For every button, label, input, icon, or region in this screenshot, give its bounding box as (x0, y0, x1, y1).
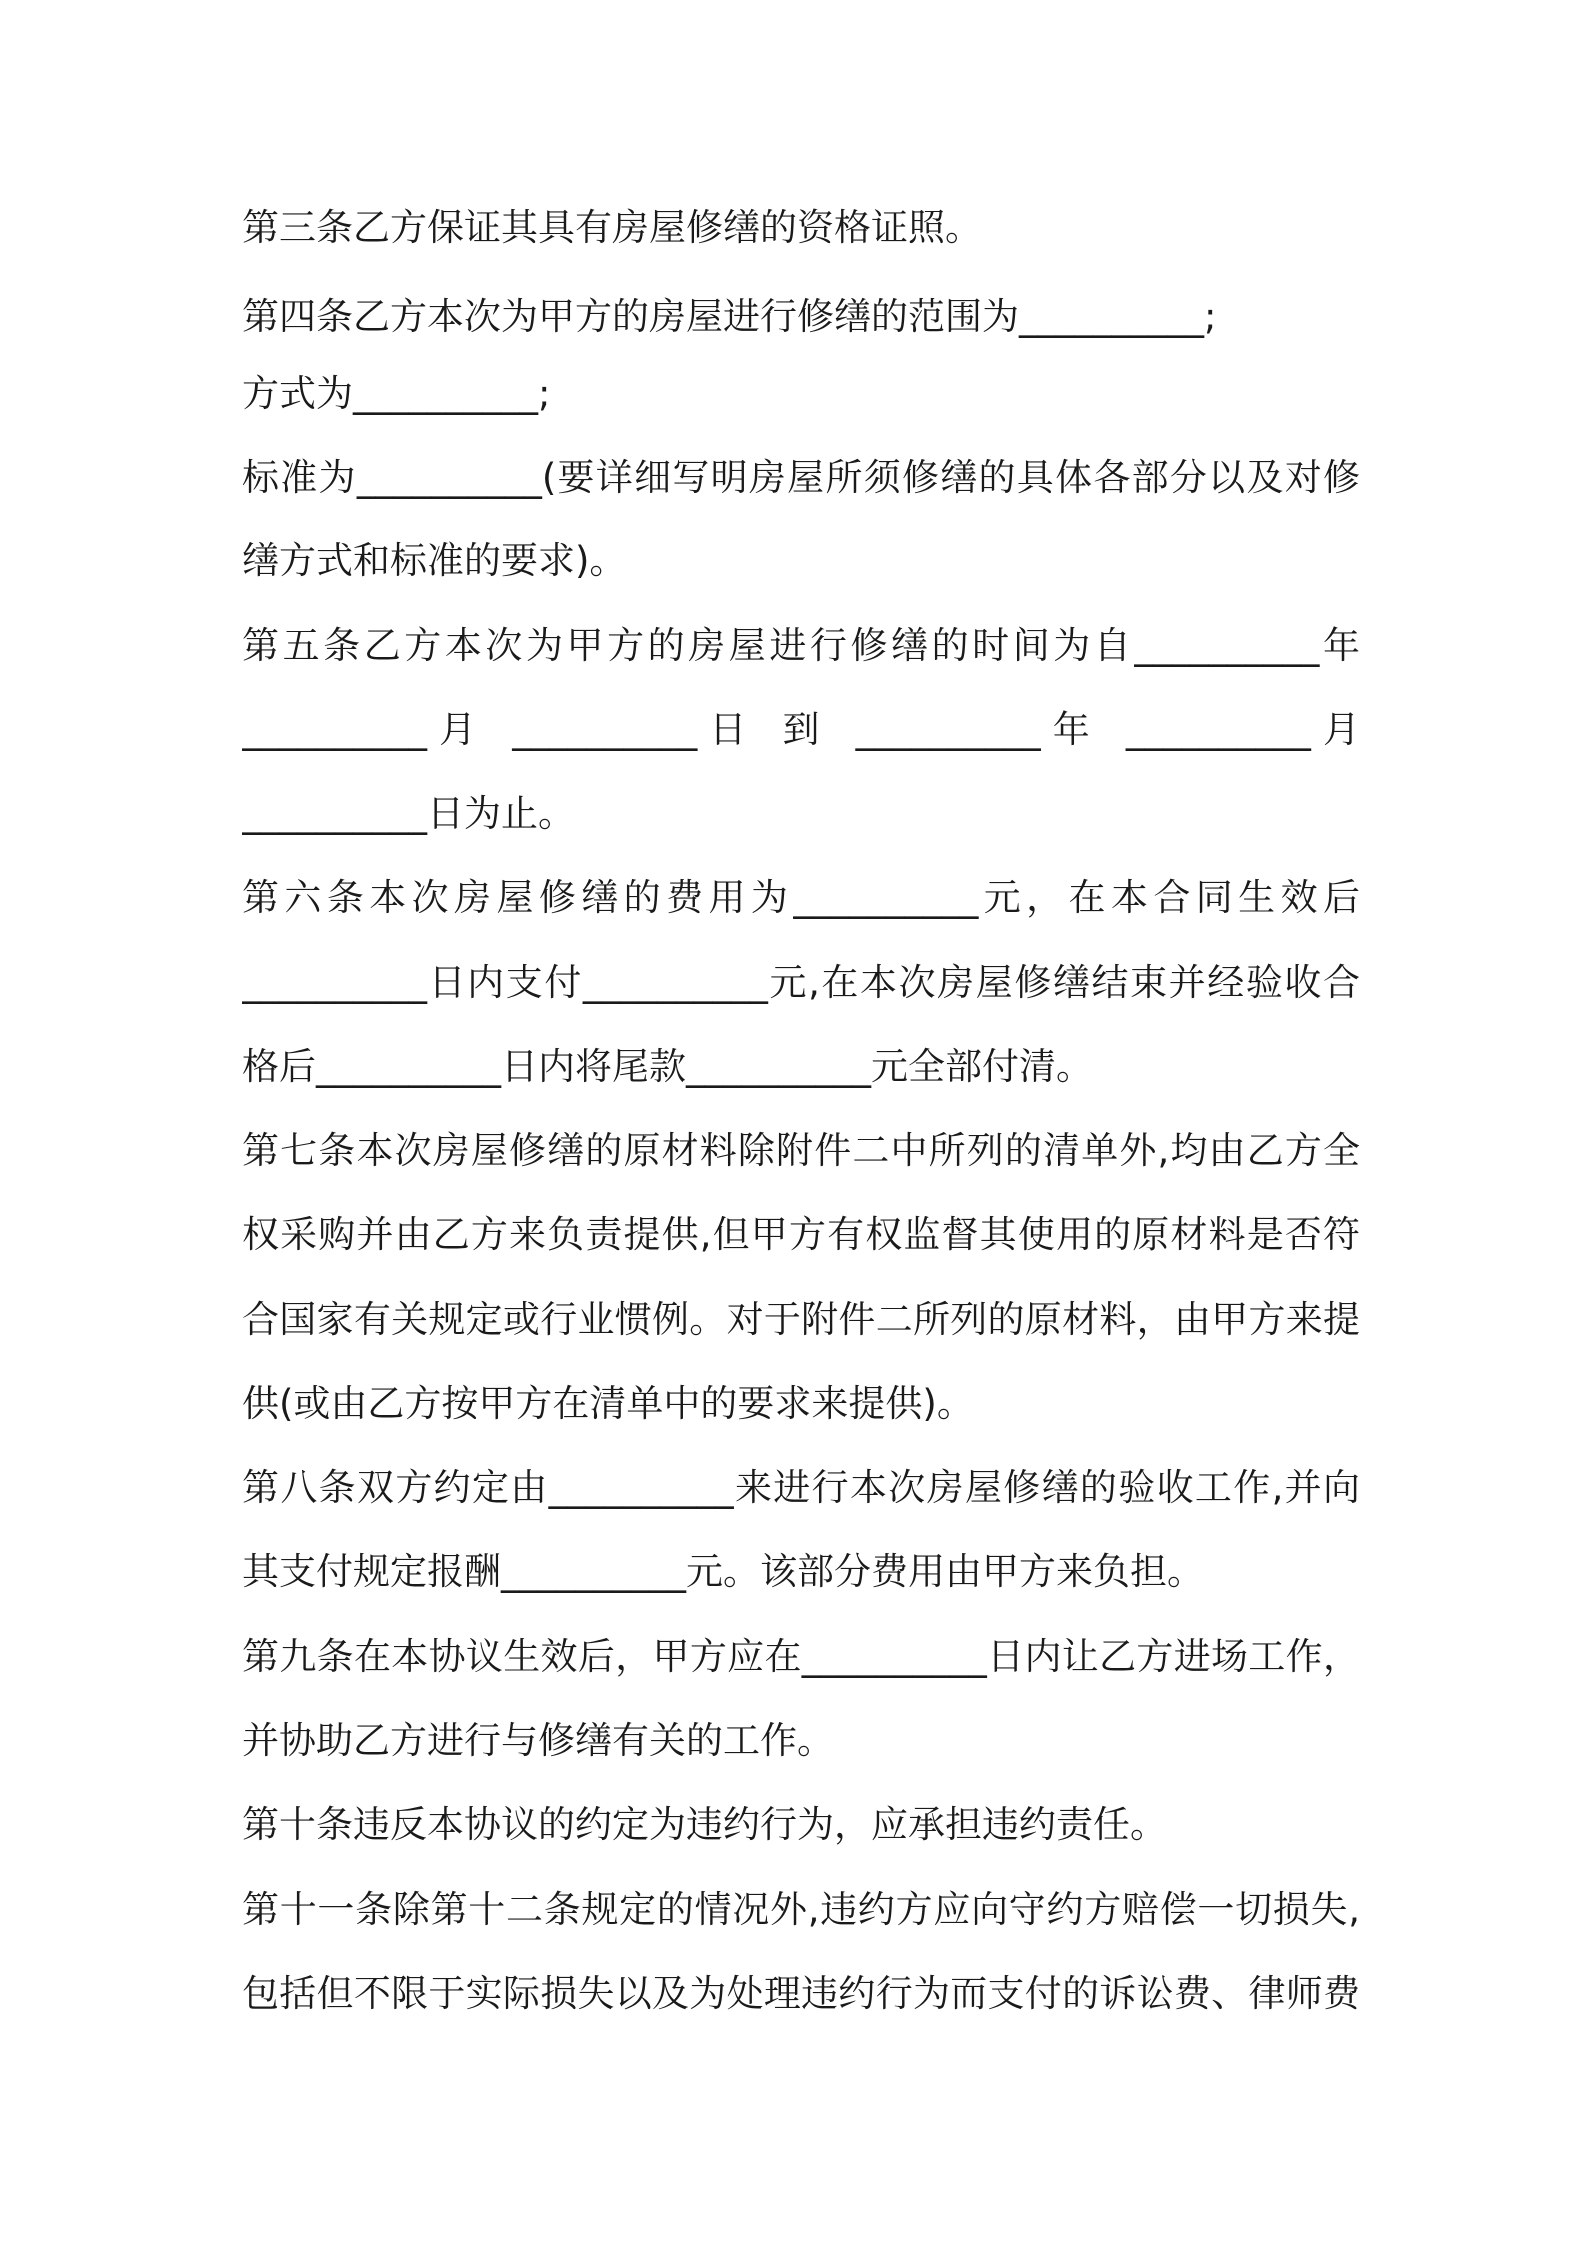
text-line: __________日为止。 (242, 792, 575, 835)
text-line: 并协助乙方进行与修缮有关的工作。 (242, 1719, 834, 1762)
text-line: __________月 __________日 到 __________年 __________月 (242, 708, 1360, 751)
text-line: 第四条乙方本次为甲方的房屋进行修缮的范围为__________; (242, 295, 1217, 338)
text-line: 权采购并由乙方来负责提供,但甲方有权监督其使用的原材料是否符 (242, 1213, 1360, 1256)
text-line: 第八条双方约定由__________来进行本次房屋修缮的验收工作,并向 (242, 1466, 1360, 1509)
text-line: 第七条本次房屋修缮的原材料除附件二中所列的清单外,均由乙方全 (242, 1129, 1360, 1172)
text-line: 其支付规定报酬__________元。该部分费用由甲方来负担。 (242, 1550, 1204, 1593)
text-line: 供(或由乙方按甲方在清单中的要求来提供)。 (242, 1382, 974, 1425)
text-line: 第六条本次房屋修缮的费用为__________元，在本合同生效后 (242, 876, 1360, 919)
text-line: 第五条乙方本次为甲方的房屋进行修缮的时间为自__________年 (242, 624, 1360, 667)
text-line: 标准为__________(要详细写明房屋所须修缮的具体各部分以及对修 (242, 456, 1360, 499)
text-line: 第九条在本协议生效后，甲方应在__________日内让乙方进场工作， (242, 1635, 1360, 1678)
text-line: 方式为__________; (242, 372, 551, 415)
text-line: 第十条违反本协议的约定为违约行为，应承担违约责任。 (242, 1803, 1167, 1846)
text-line: 缮方式和标准的要求)。 (242, 539, 627, 582)
text-line: 合国家有关规定或行业惯例。对于附件二所列的原材料，由甲方来提 (242, 1298, 1360, 1341)
text-line: 包括但不限于实际损失以及为处理违约行为而支付的诉讼费、律师费 (242, 1972, 1360, 2015)
text-line: 第十一条除第十二条规定的情况外,违约方应向守约方赔偿一切损失, (242, 1888, 1360, 1931)
text-line: 格后__________日内将尾款__________元全部付清。 (242, 1045, 1093, 1088)
text-line: __________日内支付__________元,在本次房屋修缮结束并经验收合 (242, 961, 1360, 1004)
text-line: 第三条乙方保证其具有房屋修缮的资格证照。 (242, 206, 982, 249)
